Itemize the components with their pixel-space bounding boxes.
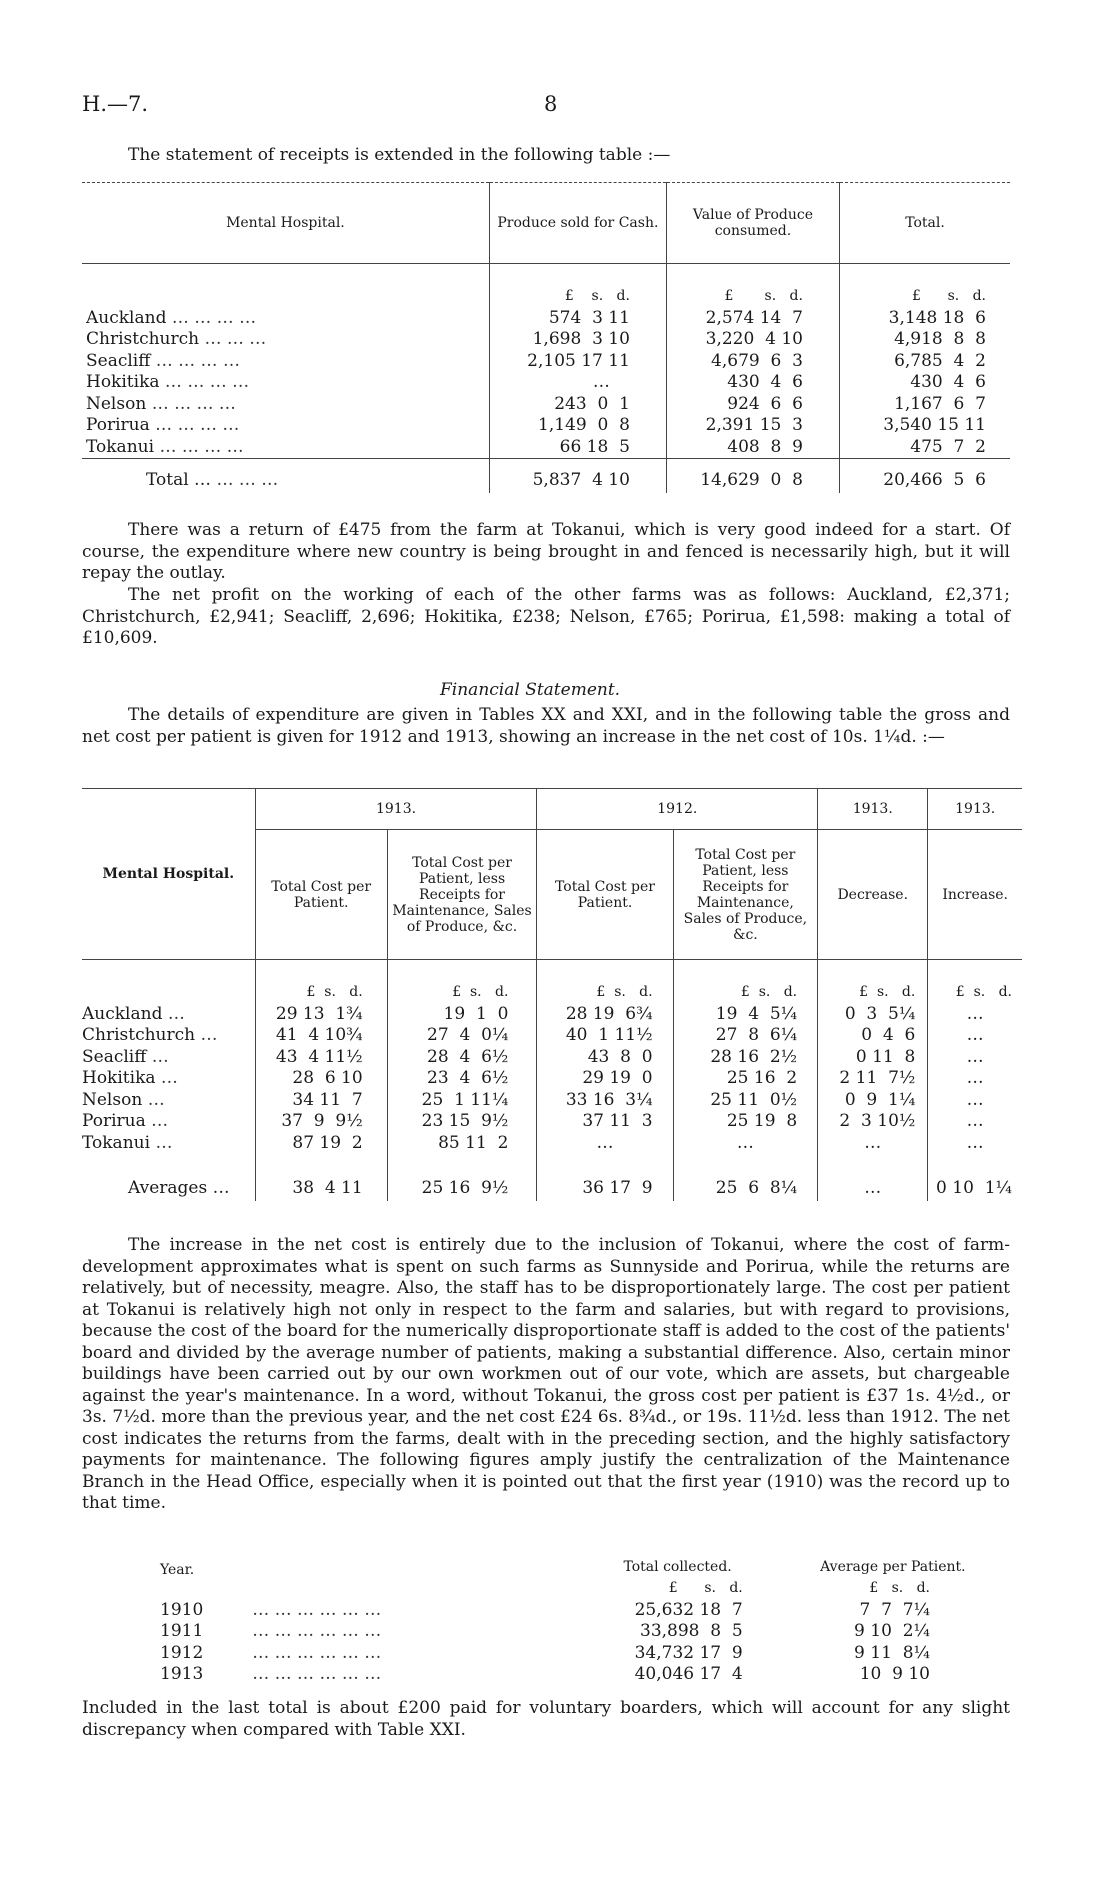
cash-value: 1,149 0 8 [489,415,666,437]
year-label: 1912 [160,1642,204,1663]
page-number: 8 [544,92,558,116]
consumed-total: 14,629 0 8 [666,458,839,493]
consumed-value: 2,574 14 7 [666,307,839,329]
units-average: £ s. d. [869,1580,930,1597]
consumed-value: 430 4 6 [666,372,839,394]
cash-value: … [489,372,666,394]
total-collected: 25,632 18 7 [634,1599,743,1620]
hospital-name: Christchurch [82,1025,196,1046]
intro-text: The statement of receipts is extended in the following table :— [128,145,671,165]
total-label: Total … [146,469,212,490]
col-header-net-cost-1913: Total Cost per Patient, less Receipts for Maintenance, Sales of Produce, &c. [387,830,537,960]
table-row [82,415,1010,437]
table-row [82,307,1010,329]
total-value: 3,148 18 6 [839,307,1010,329]
col-header-net-cost-1912: Total Cost per Patient, less Receipts for Maintenance, Sales of Produce, &c. [673,830,818,960]
total-cost-1912: 28 19 6¾ [537,1003,673,1025]
avg-increase: 0 10 1¼ [928,1175,1022,1201]
total-cost-1913: 87 19 2 [255,1132,387,1154]
leader-dots: … … … [204,329,267,350]
increase-value: … [928,1089,1022,1111]
average-per-patient: 10 9 10 [859,1664,930,1685]
increase-value: … [928,1068,1022,1090]
consumed-value: 3,220 4 10 [666,329,839,351]
hospital-name: Christchurch [86,329,200,350]
total-value: 475 7 2 [839,436,1010,458]
cash-value: 1,698 3 10 [489,329,666,351]
increase-value: … [928,1111,1022,1133]
decrease-value: 0 11 8 [818,1046,928,1068]
units-c2: £ s. d. [387,982,537,1004]
table-row: Hokitika … 28 6 10 23 4 6½ 29 19 0 25 16 2 2 11 7½ … [82,1068,1022,1090]
hospital-name: Nelson [86,393,147,414]
cash-value: 66 18 5 [489,436,666,458]
grand-total: 20,466 5 6 [839,458,1010,493]
table-row [82,436,1010,458]
cash-value: 2,105 17 11 [489,350,666,372]
hospital-name: Porirua [86,415,150,436]
leader-dots: … … … … [164,372,250,393]
consumed-value: 4,679 6 3 [666,350,839,372]
units-c3: £ s. d. [537,982,673,1004]
hospital-name: Seacliff [86,350,151,371]
net-cost-1912: 25 11 0½ [673,1089,818,1111]
col-header-decrease: Decrease. [818,830,928,960]
units-cash: £ s. d. [489,286,666,308]
paragraph-voluntary-boarders: Included in the last total is about £200 paid for voluntary boarders, which will account for any slight discrepancy when compared with Table XXI. [82,1698,1010,1740]
total-collected: 34,732 17 9 [634,1642,743,1663]
table-row [82,393,1010,415]
col-header-cash: Produce sold for Cash. [489,183,666,264]
year-header-1912: 1912. [537,789,818,830]
total-value: 430 4 6 [839,372,1010,394]
average-per-patient: 9 10 2¼ [854,1621,930,1642]
paragraph-expenditure: The details of expenditure are given in Tables XX and XXI, and in the following table the gross and net cost per patient is given for 1912 and 1913, showing an increase in the net cost of 10s. 1¼d. :— [82,705,1010,747]
net-cost-1913: 23 15 9½ [387,1111,537,1133]
hospital-name: Nelson [82,1089,143,1110]
col-header-year: Year. [160,1561,195,1578]
decrease-value: 0 4 6 [818,1025,928,1047]
table-row [82,372,1010,394]
leader-dots: … … … … [171,307,257,328]
average-per-patient: 9 11 8¼ [854,1642,930,1663]
increase-value: … [928,1132,1022,1154]
net-cost-1912: 25 19 8 [673,1111,818,1133]
col-header-average: Average per Patient. [820,1558,966,1575]
total-value: 1,167 6 7 [839,393,1010,415]
leader-dots: … … … [216,469,279,490]
hospital-name: Hokitika [86,372,160,393]
increase-value: … [928,1046,1022,1068]
paragraph-net-profit: The net profit on the working of each of the other farms was as follows: Auckland, £2,371; Christchurch, £2,941; Seacliff, 2,696; Hokitika, £238; Nelson, £765; Porirua, £1,598: making a total of £10,609. [82,585,1010,648]
leader-dots: … … … … [155,415,240,436]
table-row [82,329,1010,351]
avg-net-cost-1912: 25 6 8¼ [673,1175,818,1201]
units-c4: £ s. d. [673,982,818,1004]
total-cost-1912: … [537,1132,673,1154]
year-label: 1913 [160,1664,204,1685]
paragraph-farm-return: There was a return of £475 from the farm at Tokanui, which is very good indeed for a start. Of course, the expenditure where new country is being brought in and fenced is necessarily high, but it will repay the outlay. [82,520,1010,583]
net-cost-1912: 19 4 5¼ [673,1003,818,1025]
total-cost-1913: 43 4 11½ [255,1046,387,1068]
units-total: £ s. d. [839,286,1010,308]
leader-dots: … … … … … … [252,1621,382,1642]
decrease-value: 2 3 10½ [818,1111,928,1133]
col-header-total-collected: Total collected. [623,1558,732,1575]
net-cost-1912: 28 16 2½ [673,1046,818,1068]
avg-decrease: … [818,1175,928,1201]
total-cost-1912: 43 8 0 [537,1046,673,1068]
table-row: Porirua … 37 9 9½ 23 15 9½ 37 11 3 25 19 8 2 3 10½ … [82,1111,1022,1133]
cash-value: 574 3 11 [489,307,666,329]
table-row: Nelson … 34 11 7 25 1 11¼ 33 16 3¼ 25 11 0½ 0 9 1¼ … [82,1089,1022,1111]
decrease-value: … [818,1132,928,1154]
year-header-increase: 1913. [928,789,1022,830]
units-c1: £ s. d. [255,982,387,1004]
units-inc: £ s. d. [928,982,1022,1004]
hospital-name: Tokanui [82,1132,151,1153]
hospital-name: Auckland [86,307,167,328]
consumed-value: 924 6 6 [666,393,839,415]
total-cost-1913: 37 9 9½ [255,1111,387,1133]
table-row: Seacliff … 43 4 11½ 28 4 6½ 43 8 0 28 16 2½ 0 11 8 … [82,1046,1022,1068]
net-cost-1913: 27 4 0¼ [387,1025,537,1047]
averages-label: Averages … [128,1178,230,1198]
hospital-name: Seacliff [82,1046,147,1067]
increase-value: … [928,1003,1022,1025]
table-row: Auckland … 29 13 1¾ 19 1 0 28 19 6¾ 19 4 5¼ 0 3 5¼ … [82,1003,1022,1025]
year-label: 1911 [160,1621,204,1642]
decrease-value: 0 9 1¼ [818,1089,928,1111]
year-header-decrease: 1913. [818,789,928,830]
decrease-value: 2 11 7½ [818,1068,928,1090]
cash-value: 243 0 1 [489,393,666,415]
net-cost-1912: 25 16 2 [673,1068,818,1090]
total-cost-1912: 33 16 3¼ [537,1089,673,1111]
col-header-consumed: Value of Produce consumed. [666,183,839,264]
hospital-name: Auckland [82,1003,163,1024]
cash-total: 5,837 4 10 [489,458,666,493]
hospital-name: Porirua [82,1111,146,1132]
col-header-total: Total. [839,183,1010,264]
net-cost-1913: 19 1 0 [387,1003,537,1025]
year-label: 1910 [160,1599,204,1620]
total-row [82,458,1010,493]
units-total: £ s. d. [668,1580,743,1597]
net-cost-1913: 85 11 2 [387,1132,537,1154]
section-title: Financial Statement. [440,680,621,700]
averages-row [82,1175,1022,1201]
total-value: 3,540 15 11 [839,415,1010,437]
total-collected: 33,898 8 5 [640,1621,743,1642]
total-cost-1913: 34 11 7 [255,1089,387,1111]
total-value: 4,918 8 8 [839,329,1010,351]
decrease-value: 0 3 5¼ [818,1003,928,1025]
total-cost-1913: 29 13 1¾ [255,1003,387,1025]
paragraph-increase-explanation: The increase in the net cost is entirely due to the inclusion of Tokanui, where the cost of farm-development approximates what is spent on such farms as Sunnyside and Porirua, while the returns are relatively, but of necessity, meagre. Also, the staff has to be disproportionately large. The cost per patient at Tokanui is relatively high not only in respect to the farm and salaries, but with regard to provisions, because the cost of the board for the numerically disproportionate staff is added to the cost of the patients' board and divided by the average number of patients, making a substantial difference. Also, certain minor buildings have been carried out by our own workmen out of our vote, which are assets, but chargeable against the year's maintenance. In a word, without Tokanui, the gross cost per patient is £37 1s. 4½d., or 3s. 7½d. more than the previous year, and the net cost £24 6s. 8¾d., or 19s. 11½d. less than 1912. The net cost indicates the returns from the farms, dealt with in the preceding section, and the highly satisfactory payments for maintenance. The following figures amply justify the centralization of the Maintenance Branch in the Head Office, especially when it is pointed out that the first year (1910) was the record up to that time. [82,1235,1010,1513]
table-row: Tokanui … 87 19 2 85 11 2 … … … … [82,1132,1022,1154]
year-header-1913: 1913. [255,789,537,830]
avg-total-cost-1912: 36 17 9 [537,1175,673,1201]
net-cost-1912: … [673,1132,818,1154]
receipts-table [82,182,1010,493]
hospital-name: Hokitika [82,1068,156,1089]
maintenance-collections-table [160,1556,980,1685]
table-row [160,1642,980,1664]
table-row [160,1664,980,1686]
net-cost-1913: 23 4 6½ [387,1068,537,1090]
col-header-increase: Increase. [928,830,1022,960]
col-header-total-cost-1912: Total Cost per Patient. [537,830,673,960]
col-header-hospital: Mental Hospital. [82,183,489,264]
consumed-value: 2,391 15 3 [666,415,839,437]
leader-dots: … … … … … … [252,1599,382,1620]
net-cost-1913: 25 1 11¼ [387,1089,537,1111]
avg-total-cost-1913: 38 4 11 [255,1175,387,1201]
consumed-value: 408 8 9 [666,436,839,458]
table-row [160,1599,980,1621]
table-row: Christchurch … 41 4 10¾ 27 4 0¼ 40 1 11½ 27 8 6¼ 0 4 6 … [82,1025,1022,1047]
net-cost-1913: 28 4 6½ [387,1046,537,1068]
col-header-hospital: Mental Hospital. [82,789,255,960]
total-cost-1912: 37 11 3 [537,1111,673,1133]
col-header-total-cost-1913: Total Cost per Patient. [255,830,387,960]
hospital-name: Tokanui [86,436,155,457]
total-collected: 40,046 17 4 [634,1664,743,1685]
avg-net-cost-1913: 25 16 9½ [387,1175,537,1201]
leader-dots: … … … … … … [252,1642,382,1663]
table-row [82,350,1010,372]
leader-dots: … … … … [155,350,240,371]
cost-per-patient-table [82,788,1022,1201]
total-cost-1913: 28 6 10 [255,1068,387,1090]
table-row [160,1621,980,1643]
total-cost-1912: 29 19 0 [537,1068,673,1090]
total-value: 6,785 4 2 [839,350,1010,372]
leader-dots: … … … … [159,436,244,457]
increase-value: … [928,1025,1022,1047]
leader-dots: … … … … … … [252,1664,382,1685]
units-dec: £ s. d. [818,982,928,1004]
average-per-patient: 7 7 7¼ [859,1599,930,1620]
total-cost-1913: 41 4 10¾ [255,1025,387,1047]
document-code: H.—7. [82,92,149,116]
units-consumed: £ s. d. [666,286,839,308]
total-cost-1912: 40 1 11½ [537,1025,673,1047]
net-cost-1912: 27 8 6¼ [673,1025,818,1047]
leader-dots: … … … … [151,393,236,414]
